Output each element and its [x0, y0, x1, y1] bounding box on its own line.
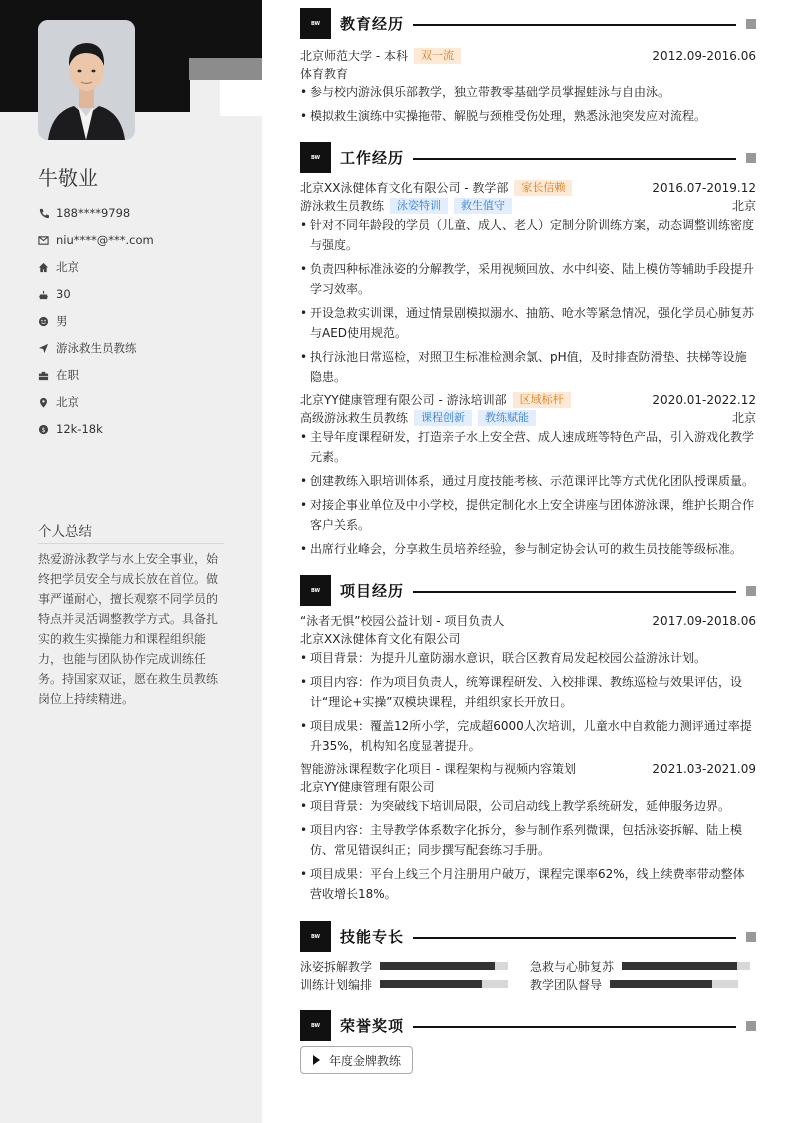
- summary-title: 个人总结: [38, 520, 224, 544]
- decor-square: [746, 1021, 756, 1031]
- location-icon: [38, 397, 49, 408]
- list-item: • 出席行业峰会，分享救生员培养经验，参与制定协会认可的救生员技能等级标准。: [300, 539, 756, 559]
- avatar-image: [38, 20, 135, 140]
- home-icon: [38, 262, 49, 273]
- skill-name: 教学团队督导: [530, 977, 603, 992]
- contact-info-text: 12k-18k: [56, 422, 103, 436]
- award-chip[interactable]: [300, 1046, 413, 1074]
- section-work-header: [300, 142, 756, 174]
- briefcase-icon: [38, 370, 49, 381]
- contact-info-item: [38, 259, 79, 275]
- contact-info-text: 男: [56, 314, 68, 328]
- section-badge: BW: [300, 1010, 331, 1041]
- org-text: 北京YY健康管理有限公司: [300, 780, 435, 794]
- skill-bar-fill: [610, 980, 712, 988]
- skill-name: 急救与心肺复苏: [530, 959, 615, 974]
- contact-info-text: 游泳救生员教练: [56, 341, 137, 355]
- list-item: • 模拟救生演练中实操拖带、解脱与颈椎受伤处理，熟悉泳池突发应对流程。: [300, 106, 756, 126]
- contact-info-text: 北京: [56, 395, 79, 409]
- section-title: 荣誉奖项: [340, 1017, 405, 1035]
- decor-block-gray: [189, 58, 262, 80]
- list-item: • 项目成果：覆盖12所小学，完成超6000人次培训，儿童水中自救能力测评通过率提升35%，机构知名度显著提升。: [300, 716, 756, 756]
- project-title: “泳者无惧”校园公益计划 - 项目负责人: [300, 614, 505, 628]
- left-sidebar: [0, 0, 262, 1123]
- work-city: 北京: [731, 411, 756, 425]
- list-item: • 项目内容：主导教学体系数字化拆分，参与制作系列微课，包括泳姿拆解、陆上模仿、常见错误纠正；同步撰写配套练习手册。: [300, 820, 756, 860]
- project-header-row: [300, 612, 756, 629]
- project-org: [300, 630, 756, 647]
- decor-square: [746, 19, 756, 29]
- company-tag: 区域标杆: [513, 392, 571, 408]
- section-title: 技能专长: [340, 928, 405, 946]
- section-honors-header: [300, 1010, 756, 1042]
- project-org: [300, 778, 756, 795]
- education-date: 2012.09-2016.06: [652, 48, 756, 63]
- role-tag: 泳姿特训: [390, 198, 448, 214]
- skill-name: 泳姿拆解教学: [300, 959, 373, 974]
- section-title: 项目经历: [340, 582, 405, 600]
- contact-info-item: [38, 286, 71, 302]
- skill-bar: [610, 980, 738, 988]
- section-title: 工作经历: [340, 149, 405, 167]
- work-role-row: [300, 197, 756, 214]
- list-item: • 负责四种标准泳姿的分解教学，采用视频回放、水中纠姿、陆上模仿等辅助手段提升学习效率。: [300, 259, 756, 299]
- phone-icon: [38, 208, 49, 219]
- contact-info-item: [38, 232, 154, 248]
- work-date: 2016.07-2019.12: [652, 180, 756, 195]
- list-item: • 项目成果：平台上线三个月注册用户破万，课程完课率62%，线上续费率带动整体营收增长18%。: [300, 864, 756, 904]
- salary-icon: [38, 424, 49, 435]
- education-header-row: [300, 47, 756, 64]
- role-title: 高级游泳救生员教练: [300, 411, 409, 425]
- svg-text:$: $: [41, 425, 46, 434]
- summary-text: 热爱游泳教学与水上安全事业，始终把学员安全与成长放在首位。做事严谨耐心，擅长观察不同学员的特点并灵活调整教学方式。具备扎实的救生实操能力和课程组织能力，也能与团队协作完成训练任务。持国家双证，愿在救生员教练岗位上持续精进。: [38, 552, 219, 706]
- contact-info-item: [38, 205, 130, 221]
- section-projects-header: [300, 575, 756, 607]
- list-item: • 主导年度课程研发，打造亲子水上安全营、成人速成班等特色产品，引入游戏化教学元素。: [300, 427, 756, 467]
- skill-name: 训练计划编排: [300, 977, 373, 992]
- work-role-row: [300, 409, 756, 426]
- list-item: • 项目背景：为突破线下培训局限，公司启动线上教学系统研发，延伸服务边界。: [300, 796, 756, 816]
- list-item: • 对接企事业单位及中小学校，提供定制化水上安全讲座与团体游泳课，维护长期合作客户关系。: [300, 495, 756, 535]
- education-major: [300, 65, 756, 82]
- section-skills-header: [300, 921, 756, 953]
- contact-info-item: [38, 340, 137, 356]
- school-name: 北京师范大学 - 本科: [300, 49, 408, 63]
- role-tag: 教练赋能: [478, 410, 536, 426]
- list-item: • 针对不同年龄段的学员（儿童、成人、老人）定制分阶训练方案，动态调整训练密度与强度。: [300, 215, 756, 255]
- project-date: 2021.03-2021.09: [652, 761, 756, 776]
- role-tag: 救生值守: [454, 198, 512, 214]
- person-name: 牛敬业: [38, 166, 98, 190]
- divider: [413, 937, 736, 939]
- contact-info-text: niu****@***.com: [56, 233, 154, 247]
- decor-square: [746, 586, 756, 596]
- list-item: • 项目背景：为提升儿童防溺水意识，联合区教育局发起校园公益游泳计划。: [300, 648, 756, 668]
- company-name: 北京XX泳健体育文化有限公司 - 教学部: [300, 181, 509, 195]
- section-badge: BW: [300, 921, 331, 952]
- decor-block-white: [220, 80, 262, 116]
- company-name: 北京YY健康管理有限公司 - 游泳培训部: [300, 393, 507, 407]
- contact-info-item: [38, 421, 103, 437]
- contact-info-text: 在职: [56, 368, 79, 382]
- skill-bar: [622, 962, 750, 970]
- section-education-header: [300, 8, 756, 40]
- school-tag: 双一流: [414, 48, 461, 64]
- award-label: 年度金牌教练: [329, 1053, 402, 1068]
- play-icon: [313, 1055, 320, 1065]
- skill-bar-fill: [380, 980, 482, 988]
- section-title: 教育经历: [340, 15, 405, 33]
- contact-info-item: [38, 394, 79, 410]
- org-text: 北京XX泳健体育文化有限公司: [300, 632, 461, 646]
- face-icon: [38, 316, 49, 327]
- project-date: 2017.09-2018.06: [652, 613, 756, 628]
- list-item: • 创建教练入职培训体系，通过月度技能考核、示范课评比等方式优化团队授课质量。: [300, 471, 756, 491]
- list-item: • 开设急救实训课，通过情景剧模拟溺水、抽筋、呛水等紧急情况，强化学员心肺复苏与AED使用规范。: [300, 303, 756, 343]
- send-icon: [38, 343, 49, 354]
- mail-icon: [38, 235, 49, 246]
- skill-bar-fill: [380, 962, 495, 970]
- section-badge: BW: [300, 575, 331, 606]
- list-item: • 执行泳池日常巡检，对照卫生标准检测余氯、pH值，及时排查防滑垫、扶梯等设施隐患。: [300, 347, 756, 387]
- list-item: • 参与校内游泳俱乐部教学，独立带教零基础学员掌握蛙泳与自由泳。: [300, 82, 756, 102]
- divider: [413, 158, 736, 160]
- contact-info-item: [38, 367, 79, 383]
- contact-info-text: 北京: [56, 260, 79, 274]
- contact-info-text: 30: [56, 287, 71, 301]
- company-tag: 家长信赖: [514, 180, 572, 196]
- project-title: 智能游泳课程数字化项目 - 课程架构与视频内容策划: [300, 762, 576, 776]
- work-header-row: [300, 391, 756, 408]
- work-header-row: [300, 179, 756, 196]
- role-title: 游泳救生员教练: [300, 199, 385, 213]
- divider: [413, 24, 736, 26]
- contact-info-item: [38, 313, 68, 329]
- divider: [413, 591, 736, 593]
- skill-bar: [380, 962, 508, 970]
- work-date: 2020.01-2022.12: [652, 392, 756, 407]
- divider: [413, 1026, 736, 1028]
- contact-info-text: 188****9798: [56, 206, 131, 220]
- section-badge: BW: [300, 8, 331, 39]
- major-text: 体育教育: [300, 67, 349, 81]
- work-city: 北京: [731, 199, 756, 213]
- cake-icon: [38, 289, 49, 300]
- role-tag: 课程创新: [414, 410, 472, 426]
- skill-bar: [380, 980, 508, 988]
- project-header-row: [300, 760, 756, 777]
- decor-square: [746, 153, 756, 163]
- list-item: • 项目内容：作为项目负责人，统筹课程研发、入校排课、教练巡检与效果评估，设计“理论+实操”双模块课程，并组织家长开放日。: [300, 672, 756, 712]
- skill-bar-fill: [622, 962, 737, 970]
- section-badge: BW: [300, 142, 331, 173]
- decor-square: [746, 932, 756, 942]
- avatar: [38, 20, 135, 140]
